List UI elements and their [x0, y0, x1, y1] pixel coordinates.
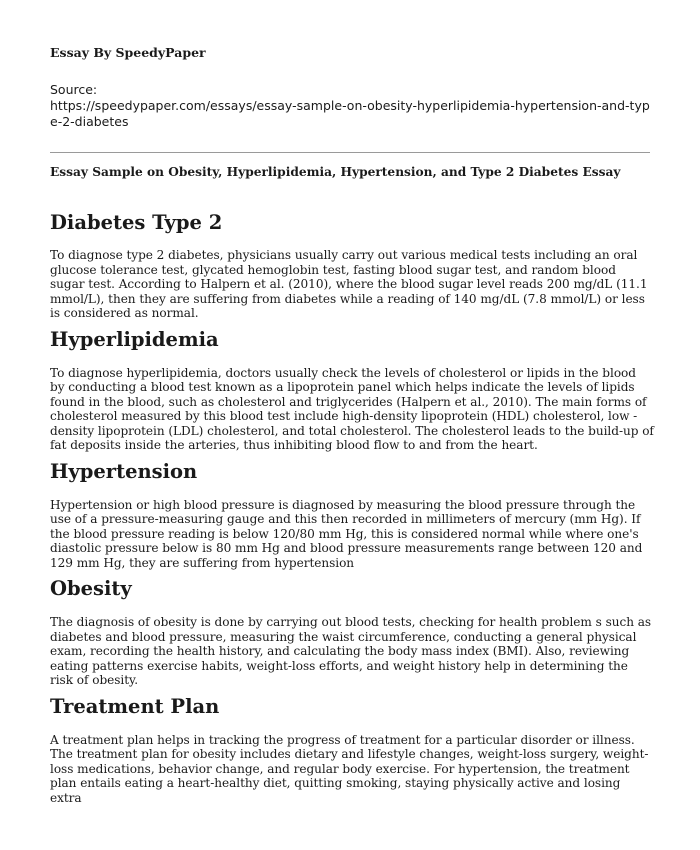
header-divider [50, 152, 650, 153]
source-label: Source: [50, 82, 98, 97]
section-diabetes [50, 210, 650, 321]
section-treatment-plan [50, 694, 650, 806]
section-body: To diagnose type 2 diabetes, physicians usually carry out various medical tests including an oral glucose tolerance test, glycated hemoglobin test, fasting blood sugar test, and random blood sugar test. According to Halpern et al. (2010), where the blood sugar level reads 200 mg/dL (11.1 mmol/L), then they are suffering from diabetes while a reading of 140 mg/dL (7.8 mmol/L) or less is considered as normal. [50, 248, 648, 320]
section-body: Hypertension or high blood pressure is diagnosed by measuring the blood pressure through the use of a pressure-measuring gauge and this then recorded in millimeters of mercury (mm Hg). If the blood pressure reading is below 120/80 mm Hg, this is considered normal while where one's diastolic pressure below is 80 mm Hg and blood pressure measurements range between 120 and 129 mm Hg, they are suffering from hypertension [50, 497, 643, 570]
section-heading: Treatment Plan [50, 694, 220, 718]
brand-title: Essay By SpeedyPaper [50, 45, 206, 60]
source-url[interactable]: https://speedypaper.com/essays/essay-sample-on-obesity-hyperlipidemia-hypertension-and-type-2-diabetes [50, 98, 650, 129]
essay-title: Essay Sample on Obesity, Hyperlipidemia, Hypertension, and Type 2 Diabetes Essay [50, 165, 621, 179]
section-heading: Hyperlipidemia [50, 327, 219, 351]
section-hypertension [50, 459, 650, 571]
section-heading: Obesity [50, 577, 132, 600]
section-heading: Hypertension [50, 459, 198, 483]
section-heading: Diabetes Type 2 [50, 211, 223, 234]
section-body: To diagnose hyperlipidemia, doctors usually check the levels of cholesterol or lipids in the blood by conducting a blood test known as a lipoprotein panel which helps indicate the levels of lipids found in the blood, such as cholesterol and triglycerides (Halpern et al., 2010). The main forms of cholesterol measured by this blood test include high-density lipoprotein (HDL) cholesterol, low -density lipoprotein (LDL) cholesterol, and total cholesterol. The cholesterol leads to the build-up of fat deposits inside the arteries, thus inhibiting blood flow to and from the heart. [50, 365, 654, 452]
section-body: The diagnosis of obesity is done by carrying out blood tests, checking for health problem s such as diabetes and blood pressure, measuring the waist circumference, conducting a general physical exam, recording the health history, and calculating the body mass index (BMI). Also, reviewing eating patterns exercise habits, weight-loss efforts, and weight history help in determining the risk of obesity. [50, 615, 652, 687]
section-body: A treatment plan helps in tracking the progress of treatment for a particular disorder or illness. The treatment plan for obesity includes dietary and lifestyle changes, weight-loss surgery, weight-loss medications, behavior change, and regular body exercise. For hypertension, the treatment plan entails eating a heart-healthy diet, quitting smoking, staying physically active and losing extra [50, 732, 649, 805]
section-obesity [50, 576, 650, 688]
section-hyperlipidemia [50, 327, 654, 453]
